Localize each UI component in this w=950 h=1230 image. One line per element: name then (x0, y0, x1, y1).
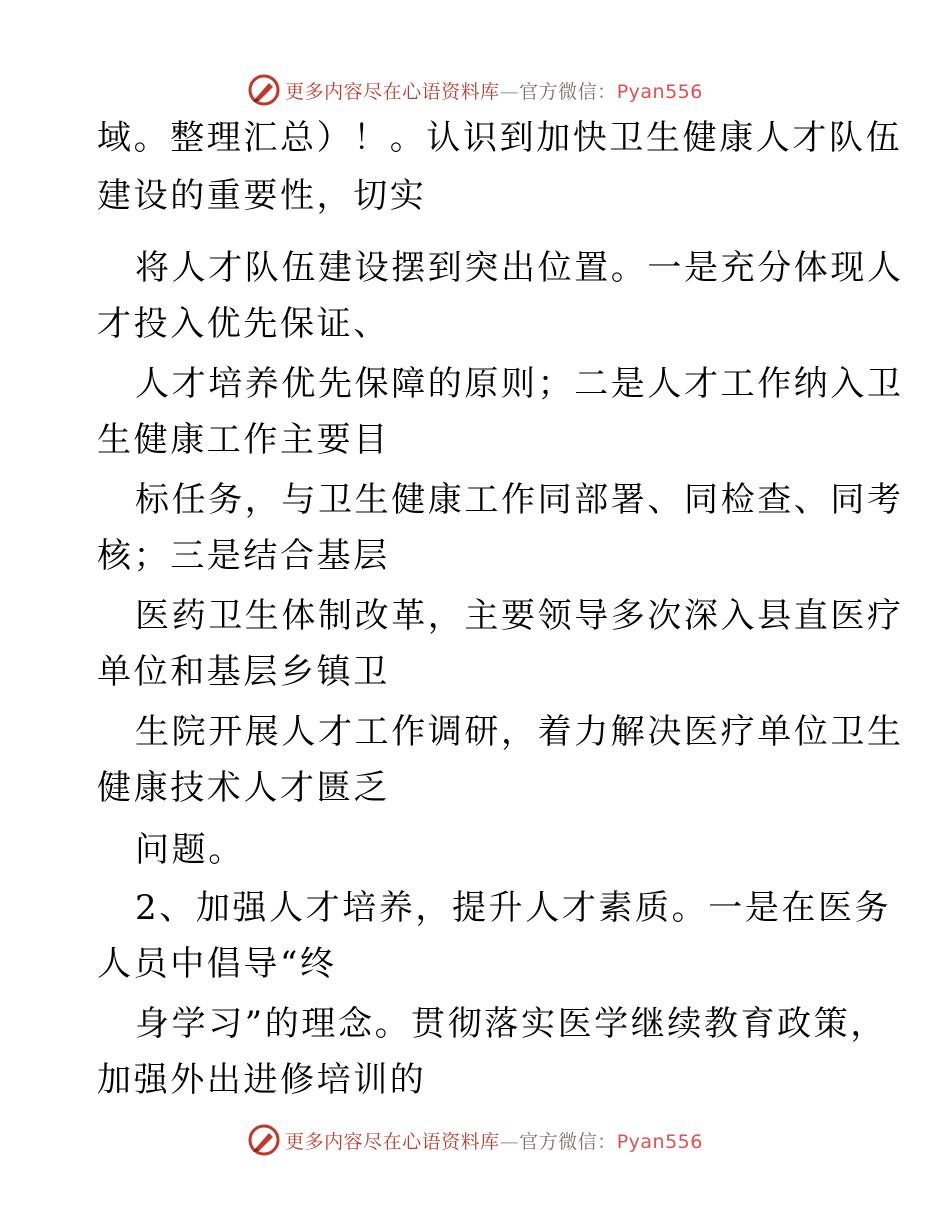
header-dash: — (499, 80, 520, 103)
pen-logo-icon (247, 73, 281, 107)
text-line: 问题。 (135, 830, 245, 870)
pen-logo-icon (247, 1123, 281, 1157)
text-line: 身学习”的理念。贯彻落实医学继续教育政策， (135, 1004, 887, 1044)
text-line: 医药卫生体制改革，主要领导多次深入县直医疗 (135, 596, 904, 636)
text-line: 单位和基层乡镇卫 (97, 652, 390, 692)
text-line: 健康技术人才匮乏 (97, 768, 390, 808)
footer-wechat-label: 官方微信： (519, 1130, 617, 1153)
text-line: 核；三是结合基层 (97, 536, 390, 576)
text-line: 生院开展人才工作调研，着力解决医疗单位卫生 (135, 712, 904, 752)
text-line: 域。整理汇总）！。认识到加快卫生健康人才队伍 (97, 118, 903, 158)
text-line: 标任务，与卫生健康工作同部署、同检查、同考 (135, 480, 904, 520)
header-text (285, 77, 703, 104)
footer-dash: — (499, 1130, 520, 1153)
text-line: 建设的重要性，切实 (97, 176, 427, 216)
text-line: 才投入优先保证、 (97, 304, 390, 344)
text-line: 加强外出进修培训的 (97, 1060, 427, 1100)
header-wechat-id: Pyan556 (616, 80, 703, 103)
text-line: 生健康工作主要目 (97, 420, 390, 460)
header-banner (0, 70, 950, 110)
footer-wechat-id: Pyan556 (616, 1130, 703, 1153)
text-line: 2、加强人才培养，提升人才素质。一是在医务 (135, 888, 892, 928)
footer-site-name: 更多内容尽在心语资料库 (285, 1130, 500, 1153)
header-wechat-label: 官方微信： (519, 80, 617, 103)
text-line: 人才培养优先保障的原则；二是人才工作纳入卫 (135, 364, 904, 404)
footer-text (285, 1127, 703, 1154)
text-line: 将人才队伍建设摆到突出位置。一是充分体现人 (135, 248, 904, 288)
text-line: 人员中倡导“终 (97, 944, 337, 984)
footer-banner (0, 1120, 950, 1160)
header-site-name: 更多内容尽在心语资料库 (285, 80, 500, 103)
